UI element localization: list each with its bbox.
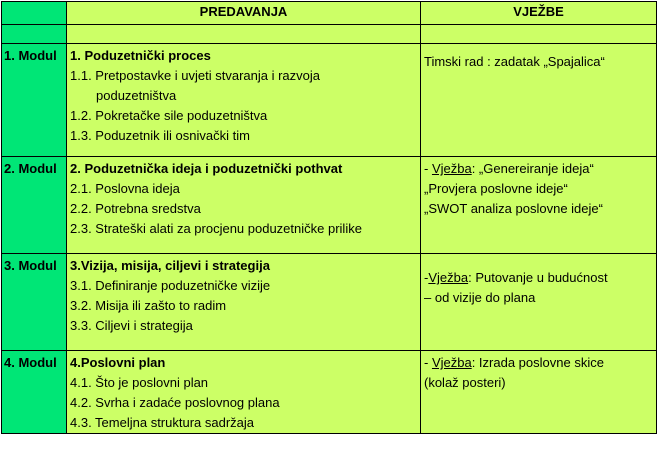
exercise-cell: [421, 351, 657, 434]
module-row-3: [2, 254, 657, 351]
exercise-cell: [421, 254, 657, 351]
lecture-title: 2. Poduzetnička ideja i poduzetnički pothvat: [70, 161, 343, 176]
lecture-item: 2.1. Poslovna ideja: [70, 181, 180, 196]
exercise-text: „Provjera poslovne ideje“: [424, 181, 568, 196]
exercise-text: [424, 159, 653, 179]
lecture-title: 3.Vizija, misija, ciljevi i strategija: [70, 258, 270, 273]
curriculum-table: [1, 1, 657, 434]
exercise-text: Timski rad : zadatak „Spajalica“: [424, 54, 605, 69]
exercise-title: : „Genereiranje ideja“: [471, 161, 594, 176]
module-label: 4. Modul: [2, 351, 67, 434]
module-row-4: [2, 351, 657, 434]
table-header-row: [2, 2, 657, 25]
exercise-text: [424, 353, 653, 373]
module-row-2: [2, 157, 657, 254]
lecture-item: 2.2. Potrebna sredstva: [70, 201, 201, 216]
exercise-text: „SWOT analiza poslovne ideje“: [424, 201, 603, 216]
module-label: 1. Modul: [2, 44, 67, 157]
lecture-item: 1.2. Pokretačke sile poduzetništva: [70, 108, 268, 123]
header-module-cell: [2, 2, 67, 25]
exercise-label: Vježba: [431, 355, 472, 370]
lecture-item: 4.1. Što je poslovni plan: [70, 375, 209, 390]
module-label: 3. Modul: [2, 254, 67, 351]
exercise-cell: [421, 44, 657, 157]
lecture-cell: [67, 157, 421, 254]
lecture-item: 2.3. Strateški alati za procjenu poduzetničke prilike: [70, 221, 362, 236]
spacer-row: [2, 25, 657, 44]
lecture-item: 3.1. Definiranje poduzetničke vizije: [70, 278, 271, 293]
exercise-prefix: -: [424, 161, 432, 176]
module-row-1: [2, 44, 657, 157]
exercise-label: Vježba: [428, 270, 469, 285]
spacer-cell: [2, 25, 67, 44]
exercise-text: – od vizije do plana: [424, 290, 536, 305]
exercise-prefix: -: [424, 270, 429, 285]
exercise-title: : Izrada poslovne skice: [471, 355, 604, 370]
lecture-item: 1.1. Pretpostavke i uvjeti stvaranja i razvoja: [70, 68, 321, 83]
lecture-item: 4.3. Temeljna struktura sadržaja: [70, 415, 255, 430]
lecture-cell: [67, 351, 421, 434]
header-predavanja: PREDAVANJA: [67, 2, 421, 25]
exercise-text: (kolaž posteri): [424, 375, 506, 390]
spacer-cell: [67, 25, 421, 44]
lecture-item: 4.2. Svrha i zadaće poslovnog plana: [70, 395, 280, 410]
exercise-text: [424, 256, 653, 288]
exercise-cell: [421, 157, 657, 254]
lecture-item: 1.3. Poduzetnik ili osnivački tim: [70, 128, 250, 143]
lecture-item: poduzetništva: [96, 88, 177, 103]
lecture-title: 4.Poslovni plan: [70, 355, 166, 370]
lecture-cell: [67, 44, 421, 157]
lecture-item: 3.3. Ciljevi i strategija: [70, 318, 193, 333]
module-label: 2. Modul: [2, 157, 67, 254]
spacer-cell: [421, 25, 657, 44]
lecture-title: 1. Poduzetnički proces: [70, 48, 211, 63]
lecture-cell: [67, 254, 421, 351]
exercise-label: Vježba: [431, 161, 472, 176]
lecture-item: 3.2. Misija ili zašto to radim: [70, 298, 227, 313]
header-vjezbe: VJEŽBE: [421, 2, 657, 25]
exercise-prefix: -: [424, 355, 432, 370]
exercise-title: : Putovanje u budućnost: [468, 270, 608, 285]
